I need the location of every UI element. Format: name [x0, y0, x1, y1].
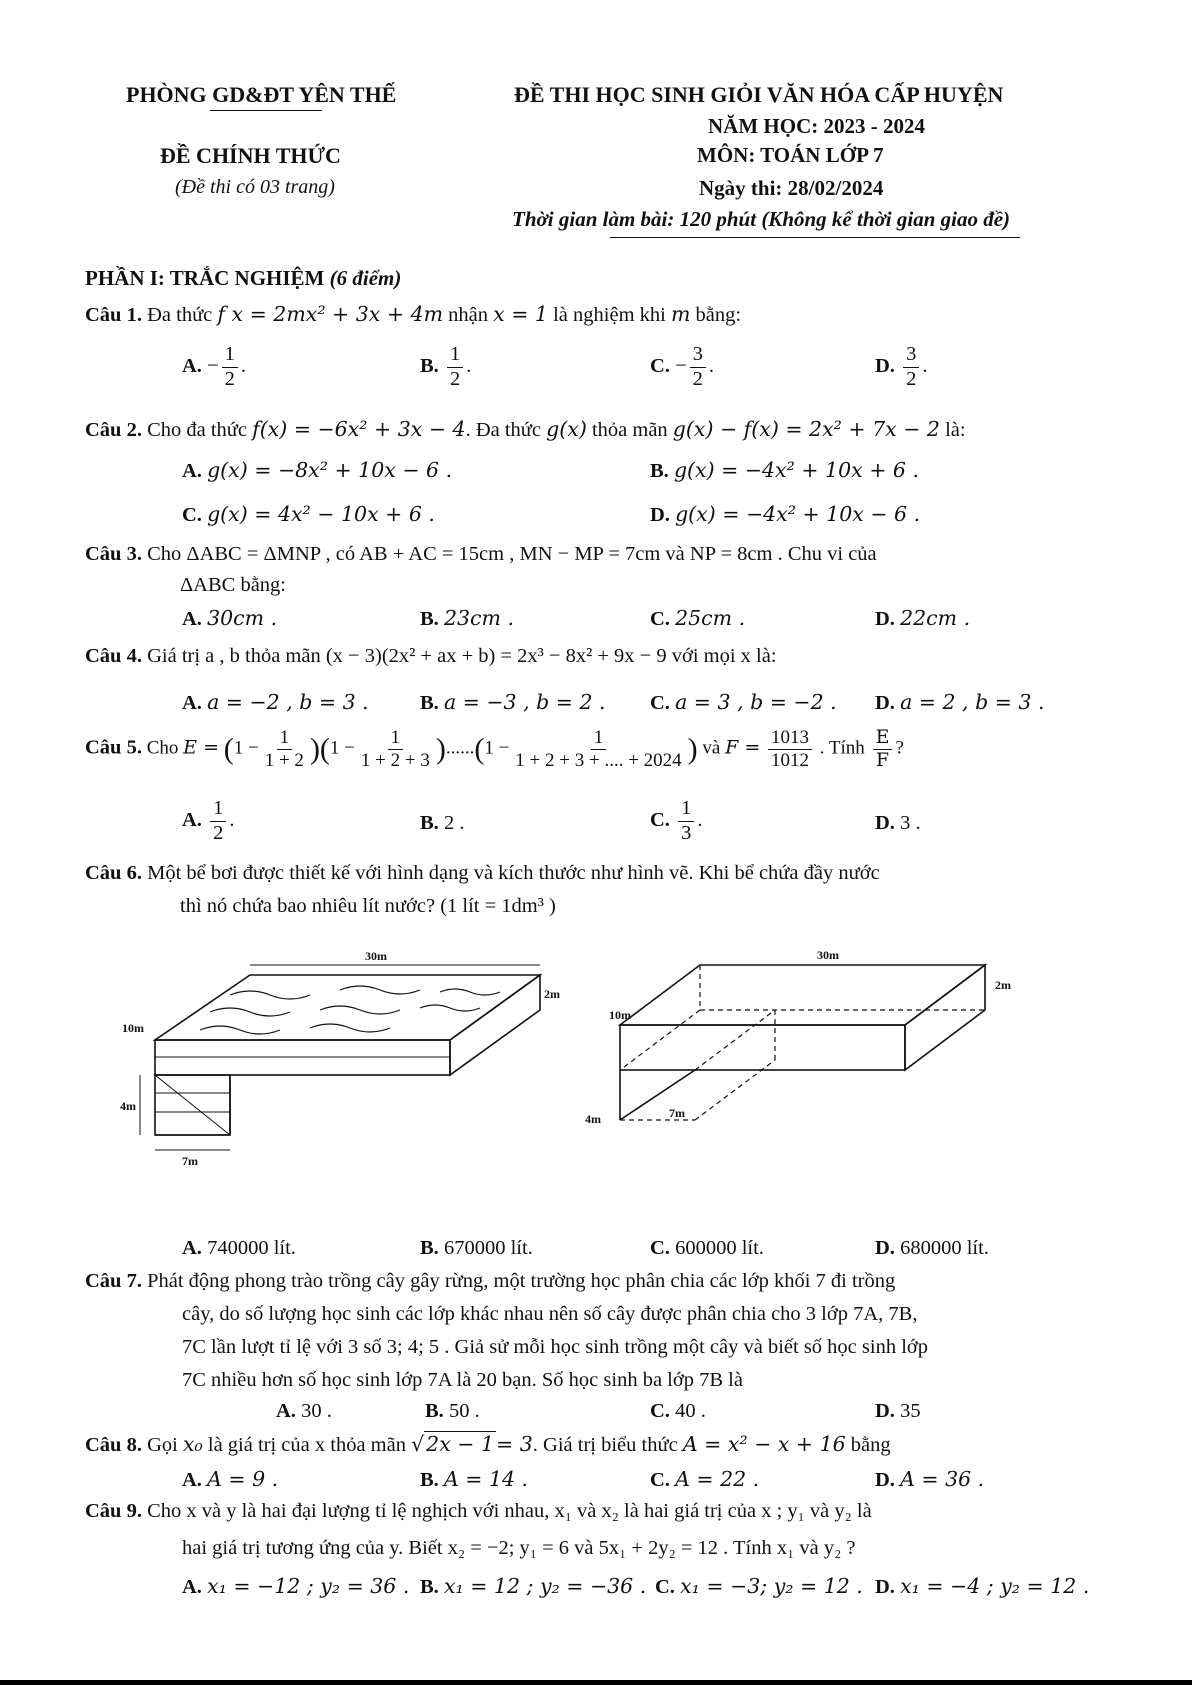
option-letter: B.: [650, 460, 669, 482]
question-7: [85, 1270, 895, 1293]
q6-option-d[interactable]: [875, 1237, 989, 1260]
option-value: 50 .: [448, 1400, 480, 1422]
q3-option-b[interactable]: [420, 606, 514, 631]
fig2-label-slope: 7m: [669, 1106, 685, 1120]
fig-label-slope: 7m: [182, 1154, 198, 1168]
header-underline-left: [210, 110, 322, 111]
question-text: nhận: [448, 304, 489, 326]
question-9: [85, 1500, 872, 1523]
option-value: g(x) = −4x² + 10x + 6 .: [673, 458, 919, 482]
option-value: 30cm .: [207, 606, 278, 630]
question-7-line-3: 7C lần lượt tỉ lệ với 3 số 3; 4; 5 . Giả sử mỗi học sinh trồng một cây và biết số học sinh lớp: [182, 1336, 928, 1358]
fig2-label-deep: 4m: [585, 1112, 601, 1126]
option-value: x₁ = −3; y₂ = 12 .: [680, 1574, 863, 1598]
fig2-label-width: 10m: [609, 1008, 631, 1022]
q6-option-a[interactable]: [182, 1237, 296, 1260]
option-letter: C.: [182, 504, 202, 526]
q9-option-c[interactable]: [655, 1574, 863, 1599]
q2-option-a[interactable]: [182, 458, 452, 483]
option-value: 600000 lít.: [675, 1237, 764, 1259]
option-letter: D.: [875, 1237, 895, 1259]
q7-option-c[interactable]: [650, 1400, 706, 1423]
option-value: A = 14 .: [443, 1467, 529, 1491]
option-fraction: $\frac{3}{2}$: [690, 343, 706, 391]
q3-option-d[interactable]: [875, 606, 970, 631]
option-letter: D.: [875, 354, 895, 377]
option-letter: A.: [182, 1576, 202, 1598]
q8-option-d[interactable]: [875, 1467, 984, 1492]
option-value: 23cm .: [443, 606, 514, 630]
formula-f: F =: [725, 736, 761, 759]
q7-option-a[interactable]: [276, 1400, 332, 1423]
school-year: NĂM HỌC: 2023 - 2024: [708, 114, 925, 138]
fig-label-width: 10m: [122, 1021, 144, 1035]
option-letter: B.: [420, 354, 439, 377]
option-value: a = −2 , b = 3 .: [207, 690, 369, 714]
question-label: Câu 4.: [85, 645, 142, 667]
question-text: là giá trị của x thỏa mãn: [207, 1434, 406, 1456]
option-value: g(x) = 4x² − 10x + 6 .: [207, 502, 435, 526]
option-letter: D.: [875, 1576, 895, 1598]
question-7-line-4: 7C nhiều hơn số học sinh lớp 7A là 20 bạn. Số học sinh ba lớp 7B là: [182, 1369, 743, 1391]
question-text: Cho ΔABC = ΔMNP , có AB + AC = 15cm , MN − MP = 7cm và NP = 8cm . Chu vi của: [147, 543, 877, 565]
q1-option-c[interactable]: C. − $\frac{3}{2}$ .: [650, 343, 714, 390]
question-text: Đa thức: [147, 304, 213, 326]
option-sign: −: [675, 354, 687, 377]
q4-option-c[interactable]: [650, 690, 837, 715]
option-value: A = 22 .: [675, 1467, 760, 1491]
option-letter: C.: [650, 1237, 670, 1259]
q5-option-b[interactable]: [420, 812, 464, 835]
option-letter: B.: [425, 1400, 444, 1422]
exam-title: ĐỀ THI HỌC SINH GIỎI VĂN HÓA CẤP HUYỆN: [514, 82, 1004, 107]
question-text: . Đa thức: [465, 419, 542, 441]
q3-option-a[interactable]: [182, 606, 277, 631]
option-value: a = −3 , b = 2 .: [443, 690, 606, 714]
option-letter: A.: [182, 354, 202, 377]
question-label: Câu 2.: [85, 419, 142, 441]
q2-option-c[interactable]: [182, 502, 435, 527]
question-7-line-2: cây, do số lượng học sinh các lớp khác nhau nên số cây được phân chia cho 3 lớp 7A, 7B,: [182, 1303, 918, 1325]
sqrt-formula: √2x − 1: [411, 1432, 495, 1456]
option-letter: A.: [182, 1469, 202, 1491]
fig-label-length: 30m: [365, 950, 387, 963]
fig2-label-shallow: 2m: [995, 978, 1011, 992]
exam-date: Ngày thi: 28/02/2024: [699, 176, 884, 200]
q1-option-a[interactable]: A. − $\frac{1}{2}$ .: [182, 343, 246, 390]
page-bottom-edge: [0, 1680, 1192, 1685]
q5-option-c[interactable]: C. $\frac{1}{3}$ .: [650, 797, 703, 844]
option-letter: A.: [182, 692, 202, 714]
option-letter: D.: [875, 1469, 895, 1491]
option-value: A = 9 .: [207, 1467, 279, 1491]
formula: A = x² − x + 16: [682, 1432, 846, 1456]
q5-option-d[interactable]: [875, 812, 921, 835]
formula: f x = 2mx² + 3x + 4m: [217, 302, 444, 326]
option-value: 22cm .: [900, 606, 971, 630]
option-value: 680000 lít.: [900, 1237, 989, 1259]
option-letter: C.: [650, 692, 670, 714]
q8-option-c[interactable]: [650, 1467, 759, 1492]
option-sign: −: [207, 354, 219, 377]
option-value: g(x) = −8x² + 10x − 6 .: [207, 458, 453, 482]
question-3: [85, 543, 877, 566]
formula: g(x): [546, 417, 587, 441]
q9-option-b[interactable]: [420, 1574, 646, 1599]
q7-option-d[interactable]: [875, 1400, 921, 1423]
option-value: 25cm .: [675, 606, 746, 630]
q8-option-b[interactable]: [420, 1467, 528, 1492]
option-letter: B.: [420, 692, 439, 714]
option-letter: C.: [650, 808, 670, 831]
question-9-line-2: hai giá trị tương ứng của y. Biết x₂ = −2; y₁ = 6 và 5x₁ + 2y₂ = 12 . Tính x₁ và y₂ ?: [182, 1537, 856, 1559]
question-4: [85, 645, 777, 668]
q3-option-c[interactable]: [650, 606, 745, 631]
option-value: a = 3 , b = −2 .: [675, 690, 837, 714]
subject: MÔN: TOÁN LỚP 7: [697, 143, 884, 167]
option-letter: A.: [182, 808, 202, 831]
option-letter: A.: [182, 608, 202, 630]
option-letter: C.: [650, 1400, 670, 1422]
fig2-label-length: 30m: [817, 948, 839, 962]
option-letter: B.: [420, 1576, 439, 1598]
q5-option-a[interactable]: A. $\frac{1}{2}$ .: [182, 797, 235, 844]
question-text: Cho: [146, 737, 179, 759]
q1-option-d[interactable]: D. $\frac{3}{2}$ .: [875, 343, 928, 390]
question-text: . Tính: [819, 737, 865, 759]
option-value: x₁ = −12 ; y₂ = 36 .: [207, 1574, 410, 1598]
question-text: thỏa mãn: [591, 419, 668, 441]
option-value: 740000 lít.: [207, 1237, 296, 1259]
fig-label-deep: 4m: [120, 1099, 136, 1113]
question-3-line-2: ΔABC bằng:: [180, 574, 287, 596]
q6-option-b[interactable]: [420, 1237, 533, 1260]
option-value: x₁ = 12 ; y₂ = −36 .: [443, 1574, 647, 1598]
formula: f(x) = −6x² + 3x − 4: [252, 417, 466, 441]
q1-option-b[interactable]: B. $\frac{1}{2}$ .: [420, 343, 472, 390]
option-value: a = 2 , b = 3 .: [900, 690, 1045, 714]
question-6-line-2: thì nó chứa bao nhiêu lít nước? (1 lít = 1dm³ ): [180, 895, 556, 917]
official-label: ĐỀ CHÍNH THỨC: [160, 143, 341, 168]
section-points: (6 điểm): [329, 266, 402, 290]
option-letter: D.: [875, 692, 895, 714]
option-value: g(x) = −4x² + 10x − 6 .: [675, 502, 921, 526]
option-letter: B.: [420, 1469, 439, 1491]
question-text: Một bể bơi được thiết kế với hình dạng và kích thước như hình vẽ. Khi bể chứa đầy nước: [147, 862, 880, 884]
question-label: Câu 1.: [85, 304, 142, 326]
formula-e: E =: [183, 736, 219, 759]
formula: x = 1: [493, 302, 548, 326]
option-letter: D.: [650, 504, 670, 526]
question-label: Câu 8.: [85, 1434, 142, 1456]
q6-option-c[interactable]: [650, 1237, 764, 1260]
option-value: 35: [900, 1400, 921, 1422]
option-value: 40 .: [675, 1400, 706, 1422]
option-letter: C.: [655, 1576, 675, 1598]
question-label: Câu 5.: [85, 736, 142, 759]
pool-figure-wireframe: [585, 945, 1045, 1165]
option-value: x₁ = −4 ; y₂ = 12 .: [900, 1574, 1090, 1598]
page-count-note: (Đề thi có 03 trang): [175, 176, 335, 198]
option-fraction: $\frac{1}{2}$: [210, 797, 226, 845]
question-label: Câu 7.: [85, 1270, 142, 1292]
question-text: Giá trị a , b thỏa mãn (x − 3)(2x² + ax + b) = 2x³ − 8x² + 9x − 9 với mọi x là:: [147, 645, 777, 667]
q4-option-d[interactable]: [875, 690, 1045, 715]
option-letter: A.: [276, 1400, 296, 1422]
formula: g(x) − f(x) = 2x² + 7x − 2: [672, 417, 940, 441]
time-allowed: Thời gian làm bài: 120 phút (Không kể thời gian giao đề): [512, 207, 1011, 231]
section-heading: PHẦN I: TRẮC NGHIỆM: [85, 266, 325, 290]
option-letter: B.: [420, 608, 439, 630]
question-text: bằng: [850, 1434, 891, 1456]
option-letter: D.: [875, 1400, 895, 1422]
q4-option-a[interactable]: [182, 690, 369, 715]
question-label: Câu 9.: [85, 1500, 142, 1522]
question-text: bằng:: [695, 304, 742, 326]
question-text: Cho x và y là hai đại lượng tỉ lệ nghịch với nhau, x₁ và x₂ là hai giá trị của x ; y₁ và y₂ là: [147, 1500, 872, 1522]
question-text: và: [702, 737, 721, 759]
option-value: 3 .: [900, 812, 921, 834]
question-text: Phát động phong trào trồng cây gây rừng, một trường học phân chia các lớp khối 7 đi trồng: [147, 1270, 896, 1292]
option-letter: B.: [420, 1237, 439, 1259]
header-underline-right: [610, 237, 1020, 238]
question-text: . Giá trị biểu thức: [532, 1434, 678, 1456]
q8-option-a[interactable]: [182, 1467, 278, 1492]
option-letter: B.: [420, 812, 439, 834]
option-fraction: $\frac{1}{3}$: [678, 797, 694, 845]
formula: m: [670, 302, 691, 326]
question-label: Câu 6.: [85, 862, 142, 884]
option-value: 670000 lít.: [443, 1237, 533, 1259]
question-label: Câu 3.: [85, 543, 142, 565]
option-letter: A.: [182, 1237, 202, 1259]
option-value: 30 .: [301, 1400, 332, 1422]
option-letter: A.: [182, 460, 202, 482]
fig-label-shallow: 2m: [544, 987, 560, 1001]
option-fraction: $\frac{1}{2}$: [447, 343, 463, 391]
q2-option-b[interactable]: [650, 458, 919, 483]
option-letter: D.: [875, 608, 895, 630]
question-5: Câu 5. Cho E = (1 − $\frac{1}{1 + 2}$ )(1 − $\frac{1}{1 + 2 + 3}$ )......(1 − $\frac{1}{1 + 2 + 3 + .... + 2024}$ ) và F = $\frac{1013}{1012}$ . Tính $\frac{E}{F}$ ?: [85, 726, 904, 771]
q9-option-a[interactable]: [182, 1574, 409, 1599]
option-letter: D.: [875, 812, 895, 834]
option-value: 2 .: [443, 812, 465, 834]
question-6: [85, 862, 880, 885]
formula: x₀: [182, 1432, 203, 1456]
option-letter: C.: [650, 354, 670, 377]
q4-option-b[interactable]: [420, 690, 606, 715]
school-office: PHÒNG GD&ĐT YÊN THẾ: [126, 82, 397, 107]
option-fraction: $\frac{3}{2}$: [903, 343, 919, 391]
option-letter: C.: [650, 608, 670, 630]
question-text: là:: [945, 419, 966, 441]
option-letter: C.: [650, 1469, 670, 1491]
question-2: [85, 417, 966, 442]
question-text: là nghiệm khi: [553, 304, 666, 326]
section-title: [85, 266, 401, 291]
question-text: Gọi: [147, 1434, 178, 1456]
q9-option-d[interactable]: [875, 1574, 1089, 1599]
question-text: Cho đa thức: [147, 419, 248, 441]
option-value: A = 36 .: [900, 1467, 985, 1491]
question-1: [85, 302, 741, 327]
option-fraction: $\frac{1}{2}$: [222, 343, 238, 391]
pool-figure-textured: [120, 950, 570, 1200]
q2-option-d[interactable]: [650, 502, 920, 527]
q7-option-b[interactable]: [425, 1400, 480, 1423]
question-8: Câu 8. Gọi x₀ là giá trị của x thỏa mãn √2x − 1= 3. Giá trị biểu thức A = x² − x + 16 bằng: [85, 1432, 891, 1456]
